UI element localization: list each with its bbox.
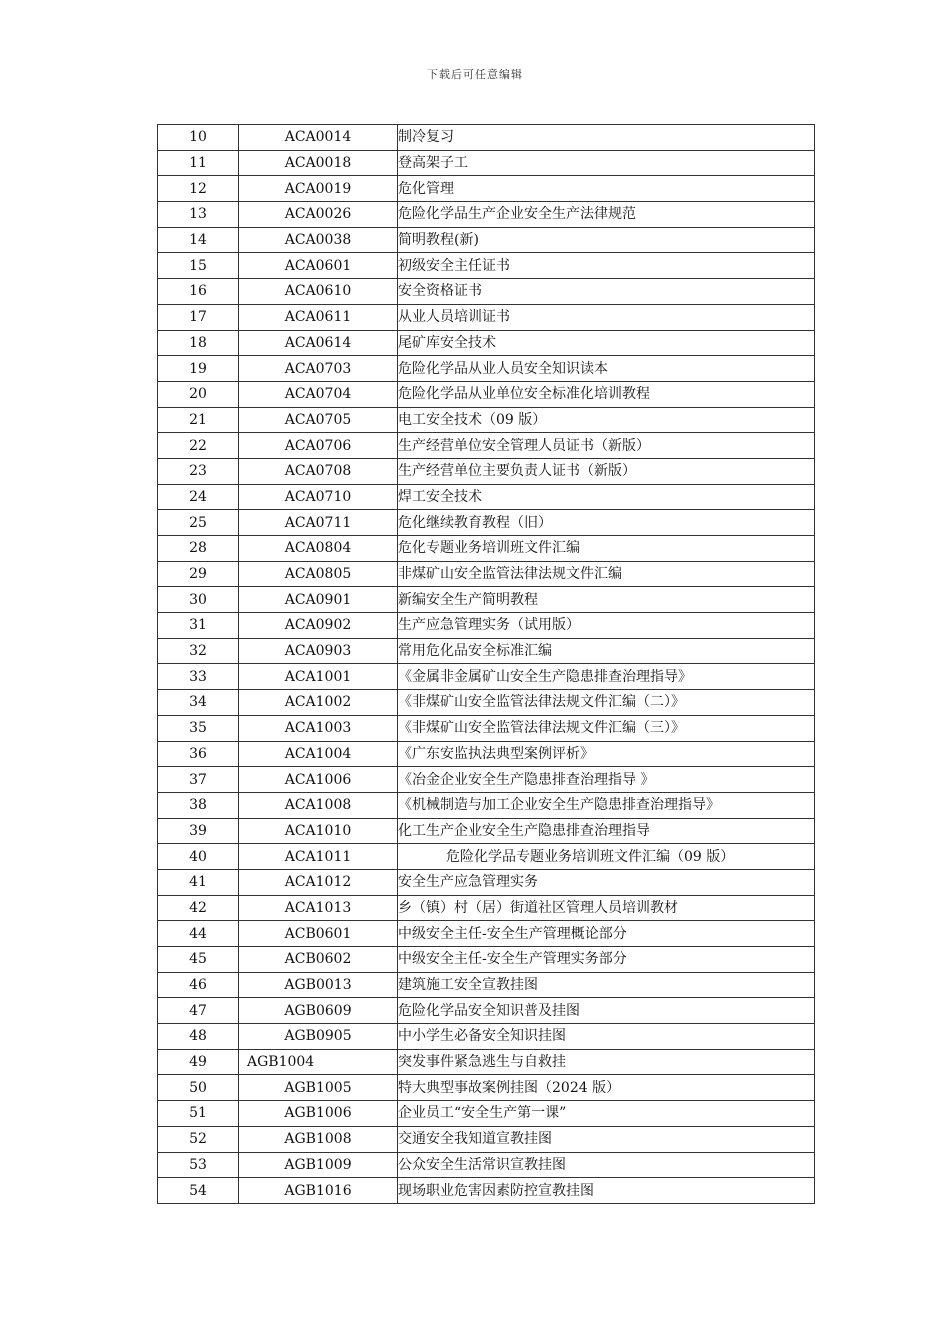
row-code: AGB0609 [239, 998, 398, 1024]
row-number: 14 [158, 227, 239, 253]
row-code: ACA0703 [239, 356, 398, 382]
row-code: ACB0601 [239, 921, 398, 947]
table-row [158, 176, 815, 202]
row-title: 乡（镇）村（居）街道社区管理人员培训教材 [398, 895, 815, 921]
table-row [158, 125, 815, 151]
row-code: ACA1001 [239, 664, 398, 690]
row-code: ACA0706 [239, 433, 398, 459]
table-row [158, 587, 815, 613]
table-row [158, 869, 815, 895]
row-code: AGB1009 [239, 1152, 398, 1178]
row-number: 23 [158, 458, 239, 484]
row-title: 危化继续教育教程（旧） [398, 510, 815, 536]
row-number: 54 [158, 1178, 239, 1204]
row-number: 50 [158, 1075, 239, 1101]
row-title: 简明教程(新) [398, 227, 815, 253]
table-row [158, 921, 815, 947]
row-title: 《机械制造与加工企业安全生产隐患排查治理指导》 [398, 792, 815, 818]
row-number: 19 [158, 356, 239, 382]
table-row [158, 972, 815, 998]
row-number: 38 [158, 792, 239, 818]
row-number: 25 [158, 510, 239, 536]
row-title: 交通安全我知道宣教挂图 [398, 1126, 815, 1152]
row-number: 49 [158, 1049, 239, 1075]
row-title: 《金属非金属矿山安全生产隐患排查治理指导》 [398, 664, 815, 690]
row-number: 37 [158, 767, 239, 793]
page-header: 下载后可任意编辑 [427, 68, 523, 81]
table-row [158, 202, 815, 228]
row-title: 危险化学品安全知识普及挂图 [398, 998, 815, 1024]
row-code: ACA0026 [239, 202, 398, 228]
row-code: ACA0705 [239, 407, 398, 433]
row-number: 28 [158, 536, 239, 562]
table-row [158, 304, 815, 330]
row-code: ACA0805 [239, 561, 398, 587]
table-row [158, 998, 815, 1024]
table-row [158, 690, 815, 716]
row-code: ACA0704 [239, 381, 398, 407]
row-number: 29 [158, 561, 239, 587]
row-title: 危化管理 [398, 176, 815, 202]
table-row [158, 1152, 815, 1178]
row-number: 48 [158, 1024, 239, 1050]
table-row [158, 510, 815, 536]
row-title: 《非煤矿山安全监管法律法规文件汇编（二）》 [398, 690, 815, 716]
row-title: 公众安全生活常识宣教挂图 [398, 1152, 815, 1178]
table-row [158, 1101, 815, 1127]
row-code: ACA0610 [239, 279, 398, 305]
table-row [158, 638, 815, 664]
row-code: ACA1002 [239, 690, 398, 716]
row-title: 生产应急管理实务（试用版） [398, 613, 815, 639]
row-code: ACA1006 [239, 767, 398, 793]
row-title: 危险化学品生产企业安全生产法律规范 [398, 202, 815, 228]
row-number: 34 [158, 690, 239, 716]
row-title: 生产经营单位主要负责人证书（新版） [398, 458, 815, 484]
row-title: 危化专题业务培训班文件汇编 [398, 536, 815, 562]
row-number: 46 [158, 972, 239, 998]
row-code: ACA0014 [239, 125, 398, 151]
table-row [158, 150, 815, 176]
table-row [158, 844, 815, 870]
row-number: 16 [158, 279, 239, 305]
row-code: AGB1005 [239, 1075, 398, 1101]
row-title: 安全资格证书 [398, 279, 815, 305]
row-title: 从业人员培训证书 [398, 304, 815, 330]
table-row [158, 536, 815, 562]
table-row [158, 561, 815, 587]
table-row [158, 484, 815, 510]
row-number: 53 [158, 1152, 239, 1178]
table-row [158, 792, 815, 818]
row-title: 特大典型事故案例挂图（2024 版） [398, 1075, 815, 1101]
row-code: ACA0038 [239, 227, 398, 253]
table-row [158, 895, 815, 921]
row-title: 《广东安监执法典型案例评析》 [398, 741, 815, 767]
row-number: 15 [158, 253, 239, 279]
row-title: 建筑施工安全宣教挂图 [398, 972, 815, 998]
row-number: 52 [158, 1126, 239, 1152]
row-title: 初级安全主任证书 [398, 253, 815, 279]
table-row [158, 715, 815, 741]
row-number: 12 [158, 176, 239, 202]
row-number: 32 [158, 638, 239, 664]
row-title: 电工安全技术（09 版） [398, 407, 815, 433]
row-title: 尾矿库安全技术 [398, 330, 815, 356]
row-number: 21 [158, 407, 239, 433]
row-title: 危险化学品从业人员安全知识读本 [398, 356, 815, 382]
row-code: ACA0018 [239, 150, 398, 176]
row-code: AGB1008 [239, 1126, 398, 1152]
table-row [158, 1075, 815, 1101]
row-number: 35 [158, 715, 239, 741]
row-number: 22 [158, 433, 239, 459]
row-code: ACA0019 [239, 176, 398, 202]
table-row [158, 947, 815, 973]
row-code: ACA0611 [239, 304, 398, 330]
row-code: AGB1006 [239, 1101, 398, 1127]
row-number: 41 [158, 869, 239, 895]
row-number: 13 [158, 202, 239, 228]
row-number: 33 [158, 664, 239, 690]
row-number: 47 [158, 998, 239, 1024]
table-row [158, 433, 815, 459]
catalog-table [157, 124, 815, 1204]
row-number: 31 [158, 613, 239, 639]
row-title: 制冷复习 [398, 125, 815, 151]
row-code: ACA0708 [239, 458, 398, 484]
row-title: 突发事件紧急逃生与自救挂 [398, 1049, 815, 1075]
row-code: AGB1016 [239, 1178, 398, 1204]
table-row [158, 1024, 815, 1050]
row-number: 17 [158, 304, 239, 330]
table-row [158, 741, 815, 767]
row-title: 生产经营单位安全管理人员证书（新版） [398, 433, 815, 459]
row-number: 44 [158, 921, 239, 947]
table-row [158, 458, 815, 484]
row-code: ACA1012 [239, 869, 398, 895]
row-number: 42 [158, 895, 239, 921]
row-code: AGB0013 [239, 972, 398, 998]
row-code: AGB0905 [239, 1024, 398, 1050]
table-row [158, 1178, 815, 1204]
row-code: ACA1010 [239, 818, 398, 844]
row-code: ACA1011 [239, 844, 398, 870]
row-code: ACA0614 [239, 330, 398, 356]
row-code: ACA0601 [239, 253, 398, 279]
row-code: ACA0903 [239, 638, 398, 664]
row-title: 中级安全主任-安全生产管理实务部分 [398, 947, 815, 973]
row-number: 18 [158, 330, 239, 356]
row-title: 《冶金企业安全生产隐患排查治理指导 》 [398, 767, 815, 793]
row-number: 45 [158, 947, 239, 973]
row-code: ACA0710 [239, 484, 398, 510]
row-code: ACA1013 [239, 895, 398, 921]
table-row [158, 767, 815, 793]
catalog-table-body [158, 125, 815, 1204]
table-row [158, 664, 815, 690]
row-code: ACA0901 [239, 587, 398, 613]
table-row [158, 613, 815, 639]
row-code: ACA0711 [239, 510, 398, 536]
row-number: 40 [158, 844, 239, 870]
row-title: 非煤矿山安全监管法律法规文件汇编 [398, 561, 815, 587]
row-title: 焊工安全技术 [398, 484, 815, 510]
row-title: 登高架子工 [398, 150, 815, 176]
row-title: 《非煤矿山安全监管法律法规文件汇编（三）》 [398, 715, 815, 741]
row-title: 企业员工“安全生产第一课” [398, 1101, 815, 1127]
row-title: 危险化学品从业单位安全标准化培训教程 [398, 381, 815, 407]
row-number: 24 [158, 484, 239, 510]
row-number: 30 [158, 587, 239, 613]
row-code: ACA1003 [239, 715, 398, 741]
table-row [158, 818, 815, 844]
table-row [158, 279, 815, 305]
row-number: 20 [158, 381, 239, 407]
row-title: 现场职业危害因素防控宣教挂图 [398, 1178, 815, 1204]
row-code: ACA1008 [239, 792, 398, 818]
table-row [158, 227, 815, 253]
table-row [158, 1126, 815, 1152]
row-number: 39 [158, 818, 239, 844]
row-code: ACB0602 [239, 947, 398, 973]
row-number: 10 [158, 125, 239, 151]
table-row [158, 381, 815, 407]
row-title: 安全生产应急管理实务 [398, 869, 815, 895]
row-code: ACA0902 [239, 613, 398, 639]
row-number: 11 [158, 150, 239, 176]
table-row [158, 407, 815, 433]
row-number: 36 [158, 741, 239, 767]
row-title: 中小学生必备安全知识挂图 [398, 1024, 815, 1050]
table-row [158, 1049, 815, 1075]
row-code: ACA0804 [239, 536, 398, 562]
row-title: 常用危化品安全标准汇编 [398, 638, 815, 664]
row-number: 51 [158, 1101, 239, 1127]
row-code: ACA1004 [239, 741, 398, 767]
row-code: AGB1004 [239, 1049, 398, 1075]
row-title: 化工生产企业安全生产隐患排查治理指导 [398, 818, 815, 844]
row-title: 中级安全主任-安全生产管理概论部分 [398, 921, 815, 947]
row-title: 新编安全生产简明教程 [398, 587, 815, 613]
table-row [158, 356, 815, 382]
table-row [158, 330, 815, 356]
row-title: 危险化学品专题业务培训班文件汇编（09 版） [398, 844, 815, 870]
table-row [158, 253, 815, 279]
